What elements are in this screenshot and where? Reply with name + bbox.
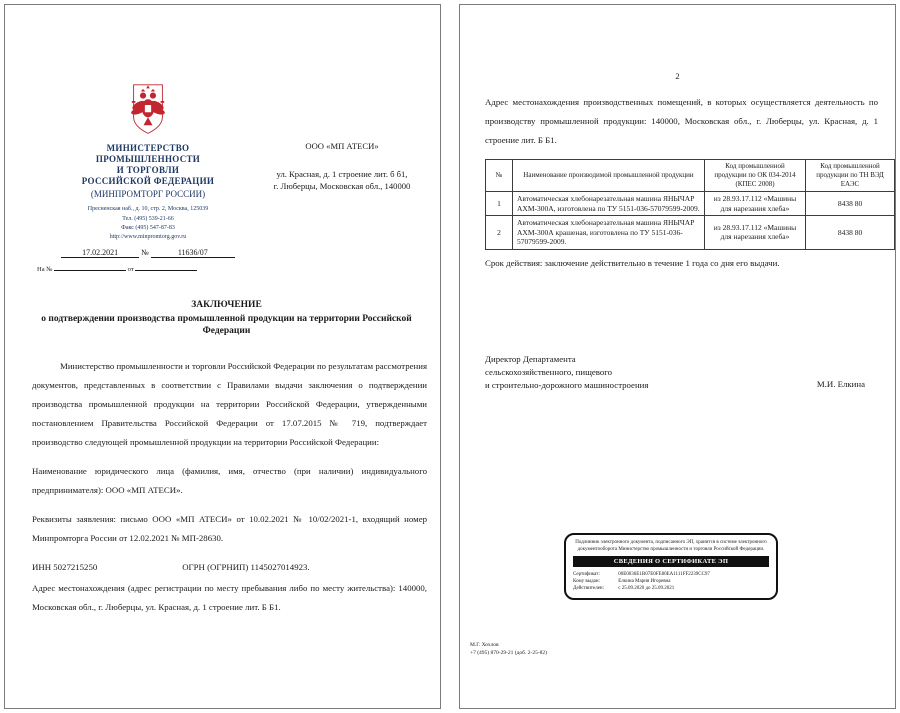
stamp-header-text: Подлинник электронного документа, подписанного ЭП, хранится в системе электронного документооборота Министерство промышленности и торговли Российской Федерации. xyxy=(575,540,767,552)
inn-ogrn-line xyxy=(32,558,427,577)
stamp-valid-row xyxy=(573,585,769,592)
stamp-cert-row xyxy=(573,571,769,578)
row-number: 1 xyxy=(486,192,513,216)
table-header-row xyxy=(486,160,895,192)
recipient-address-line: г. Люберцы, Московская обл., 140000 xyxy=(273,181,411,191)
issued-value: Елкина Мария Игоревна xyxy=(618,579,671,584)
ministry-letterhead xyxy=(33,81,263,273)
ministry-name-line: ПРОМЫШЛЕННОСТИ xyxy=(95,154,201,164)
row-code-tn: 8438 80 xyxy=(806,216,895,250)
ministry-address: Пресненская наб., д. 10, стр. 2, Москва, 125039 xyxy=(87,206,209,212)
row-code-ok: из 28.93.17.112 «Машины для нарезания хлеба» xyxy=(705,192,806,216)
valid-label: Действителен: xyxy=(573,586,604,591)
e-signature-stamp xyxy=(564,533,778,600)
stamp-certificate-banner: СВЕДЕНИЯ О СЕРТИФИКАТЕ ЭП xyxy=(573,556,769,567)
table-row xyxy=(486,216,895,250)
cert-label: Сертификат: xyxy=(573,572,600,577)
ogrn-value: ОГРН (ОГРНИП) 1145027014923. xyxy=(182,562,310,572)
issued-label: Кому выдан: xyxy=(573,579,600,584)
ministry-short-name: (МИНПРОМТОРГ РОССИИ) xyxy=(90,189,206,199)
ref-na-label: На № xyxy=(37,266,53,273)
paragraph-location: Адрес местонахождения (адрес регистрации по месту пребывания либо по месту жительства): 140000, Московская обл., г. Люберцы, ул. Красная, д. 1 строение лит. Б Б1. xyxy=(32,583,427,612)
recipient-address-line: ул. Красная, д. 1 строение лит. б б1, xyxy=(276,169,408,179)
ministry-name-line: МИНИСТЕРСТВО xyxy=(106,143,190,153)
signer-title-line: сельскохозяйственного, пищевого xyxy=(485,367,613,377)
ref-number-blank xyxy=(54,270,126,271)
signer-title-line: и строительно-дорожного машиностроения xyxy=(485,380,649,390)
ministry-phone: Тел. (495) 539-21-66 xyxy=(122,216,174,222)
page-1 xyxy=(4,4,441,709)
header-product-name: Наименование производимой промышленной продукции xyxy=(523,171,694,179)
production-table xyxy=(485,159,895,250)
paragraph-legal-name: Наименование юридического лица (фамилия, имя, отчество (при наличии) индивидуального предпринимателя): ООО «МП АТЕСИ». xyxy=(32,466,427,495)
validity-statement: Срок действия: заключение действительно в течение 1 года со дня его выдачи. xyxy=(485,257,780,268)
paragraph-application: Реквизиты заявления: письмо ООО «МП АТЕСИ» от 10.02.2021 № 10/02/2021-1, входящий номер Минпромторга России от 12.02.2021 № МП-28630. xyxy=(32,514,427,543)
document-title: ЗАКЛЮЧЕНИЕ xyxy=(191,300,262,310)
document-title-block xyxy=(25,299,428,337)
header-code-ok: Код промышленной продукции по ОК 034-2014 (КПЕС 2008) xyxy=(714,162,796,188)
row-code-tn: 8438 80 xyxy=(806,192,895,216)
page-2 xyxy=(459,4,896,709)
row-code-ok: из 28.93.17.112 «Машины для нарезания хлеба» xyxy=(705,216,806,250)
ministry-name-line: РОССИЙСКОЙ ФЕДЕРАЦИИ xyxy=(81,176,215,186)
row-product-name: Автоматическая хлебонарезательная машина ЯНЫЧАР АХМ-300А крашеная, изготовлена по ТУ 5151-036-57079599-2009. xyxy=(513,216,705,250)
ministry-name-line: И ТОРГОВЛИ xyxy=(116,165,180,175)
stamp-certificate-details xyxy=(573,571,769,592)
document-date-line xyxy=(33,248,263,258)
signer-name: М.И. Елкина xyxy=(816,379,865,389)
document-number: 11636/07 xyxy=(151,248,235,258)
executor-name: М.Г. Хохлов xyxy=(470,642,499,648)
paragraph-main: Министерство промышленности и торговли Российской Федерации по результатам рассмотрения документов, представленных в соответствии с Правилами выдачи заключения о подтверждении производства промышленной продукции на территории Российской Федерации, утвержденными постановлением Правительства Российской Федерации от 17.07.2015 № 719, подтверждает производство следующей промышленной продукции на территории Российской Федерации: xyxy=(32,361,427,447)
cert-value: 00E0036E1B07E0FE80EA1111FF2239CC97 xyxy=(618,572,710,577)
header-code-tn: Код промышленной продукции по ТН ВЭД ЕАЭС xyxy=(816,162,884,188)
signer-title-line: Директор Департамента xyxy=(485,354,576,364)
signature-block xyxy=(485,353,648,392)
row-number: 2 xyxy=(486,216,513,250)
page2-body xyxy=(485,93,884,269)
paragraph-production-address: Адрес местонахождения производственных помещений, в которых осуществляется деятельность по производству промышленной продукции: 140000, Московская обл., г. Люберцы, ул. Красная, д. 1 строение лит. Б Б1. xyxy=(485,97,878,145)
number-sign: № xyxy=(141,248,149,257)
page-number: 2 xyxy=(675,71,680,81)
row-product-name: Автоматическая хлебонарезательная машина ЯНЫЧАР АХМ-300А, изготовлена по ТУ 5151-036-57079599-2009. xyxy=(513,192,705,216)
document-subtitle: о подтверждении производства промышленной продукции на территории Российской Федерации xyxy=(41,314,412,336)
document-date: 17.02.2021 xyxy=(61,248,139,258)
header-number: № xyxy=(495,171,503,179)
stamp-issued-row xyxy=(573,578,769,585)
ref-date-blank xyxy=(135,270,197,271)
executor-contact xyxy=(470,641,547,657)
document-body xyxy=(32,357,427,627)
ref-ot-label: от xyxy=(127,266,134,273)
recipient-block xyxy=(249,141,435,192)
executor-phone: +7 (495) 870-29-21 (доб. 2-25-82) xyxy=(470,650,547,656)
ministry-website: http://www.minpromtorg.gov.ru xyxy=(109,234,187,240)
ministry-fax: Факс (495) 547-87-83 xyxy=(121,225,175,231)
inn-value: ИНН 5027215250 xyxy=(32,562,98,572)
russia-coat-of-arms-icon xyxy=(121,81,175,139)
table-row xyxy=(486,192,895,216)
recipient-name: ООО «МП АТЕСИ» xyxy=(305,141,379,151)
reference-line xyxy=(33,266,263,273)
valid-value: с 25.09.2020 до 25.09.2021 xyxy=(618,586,675,591)
